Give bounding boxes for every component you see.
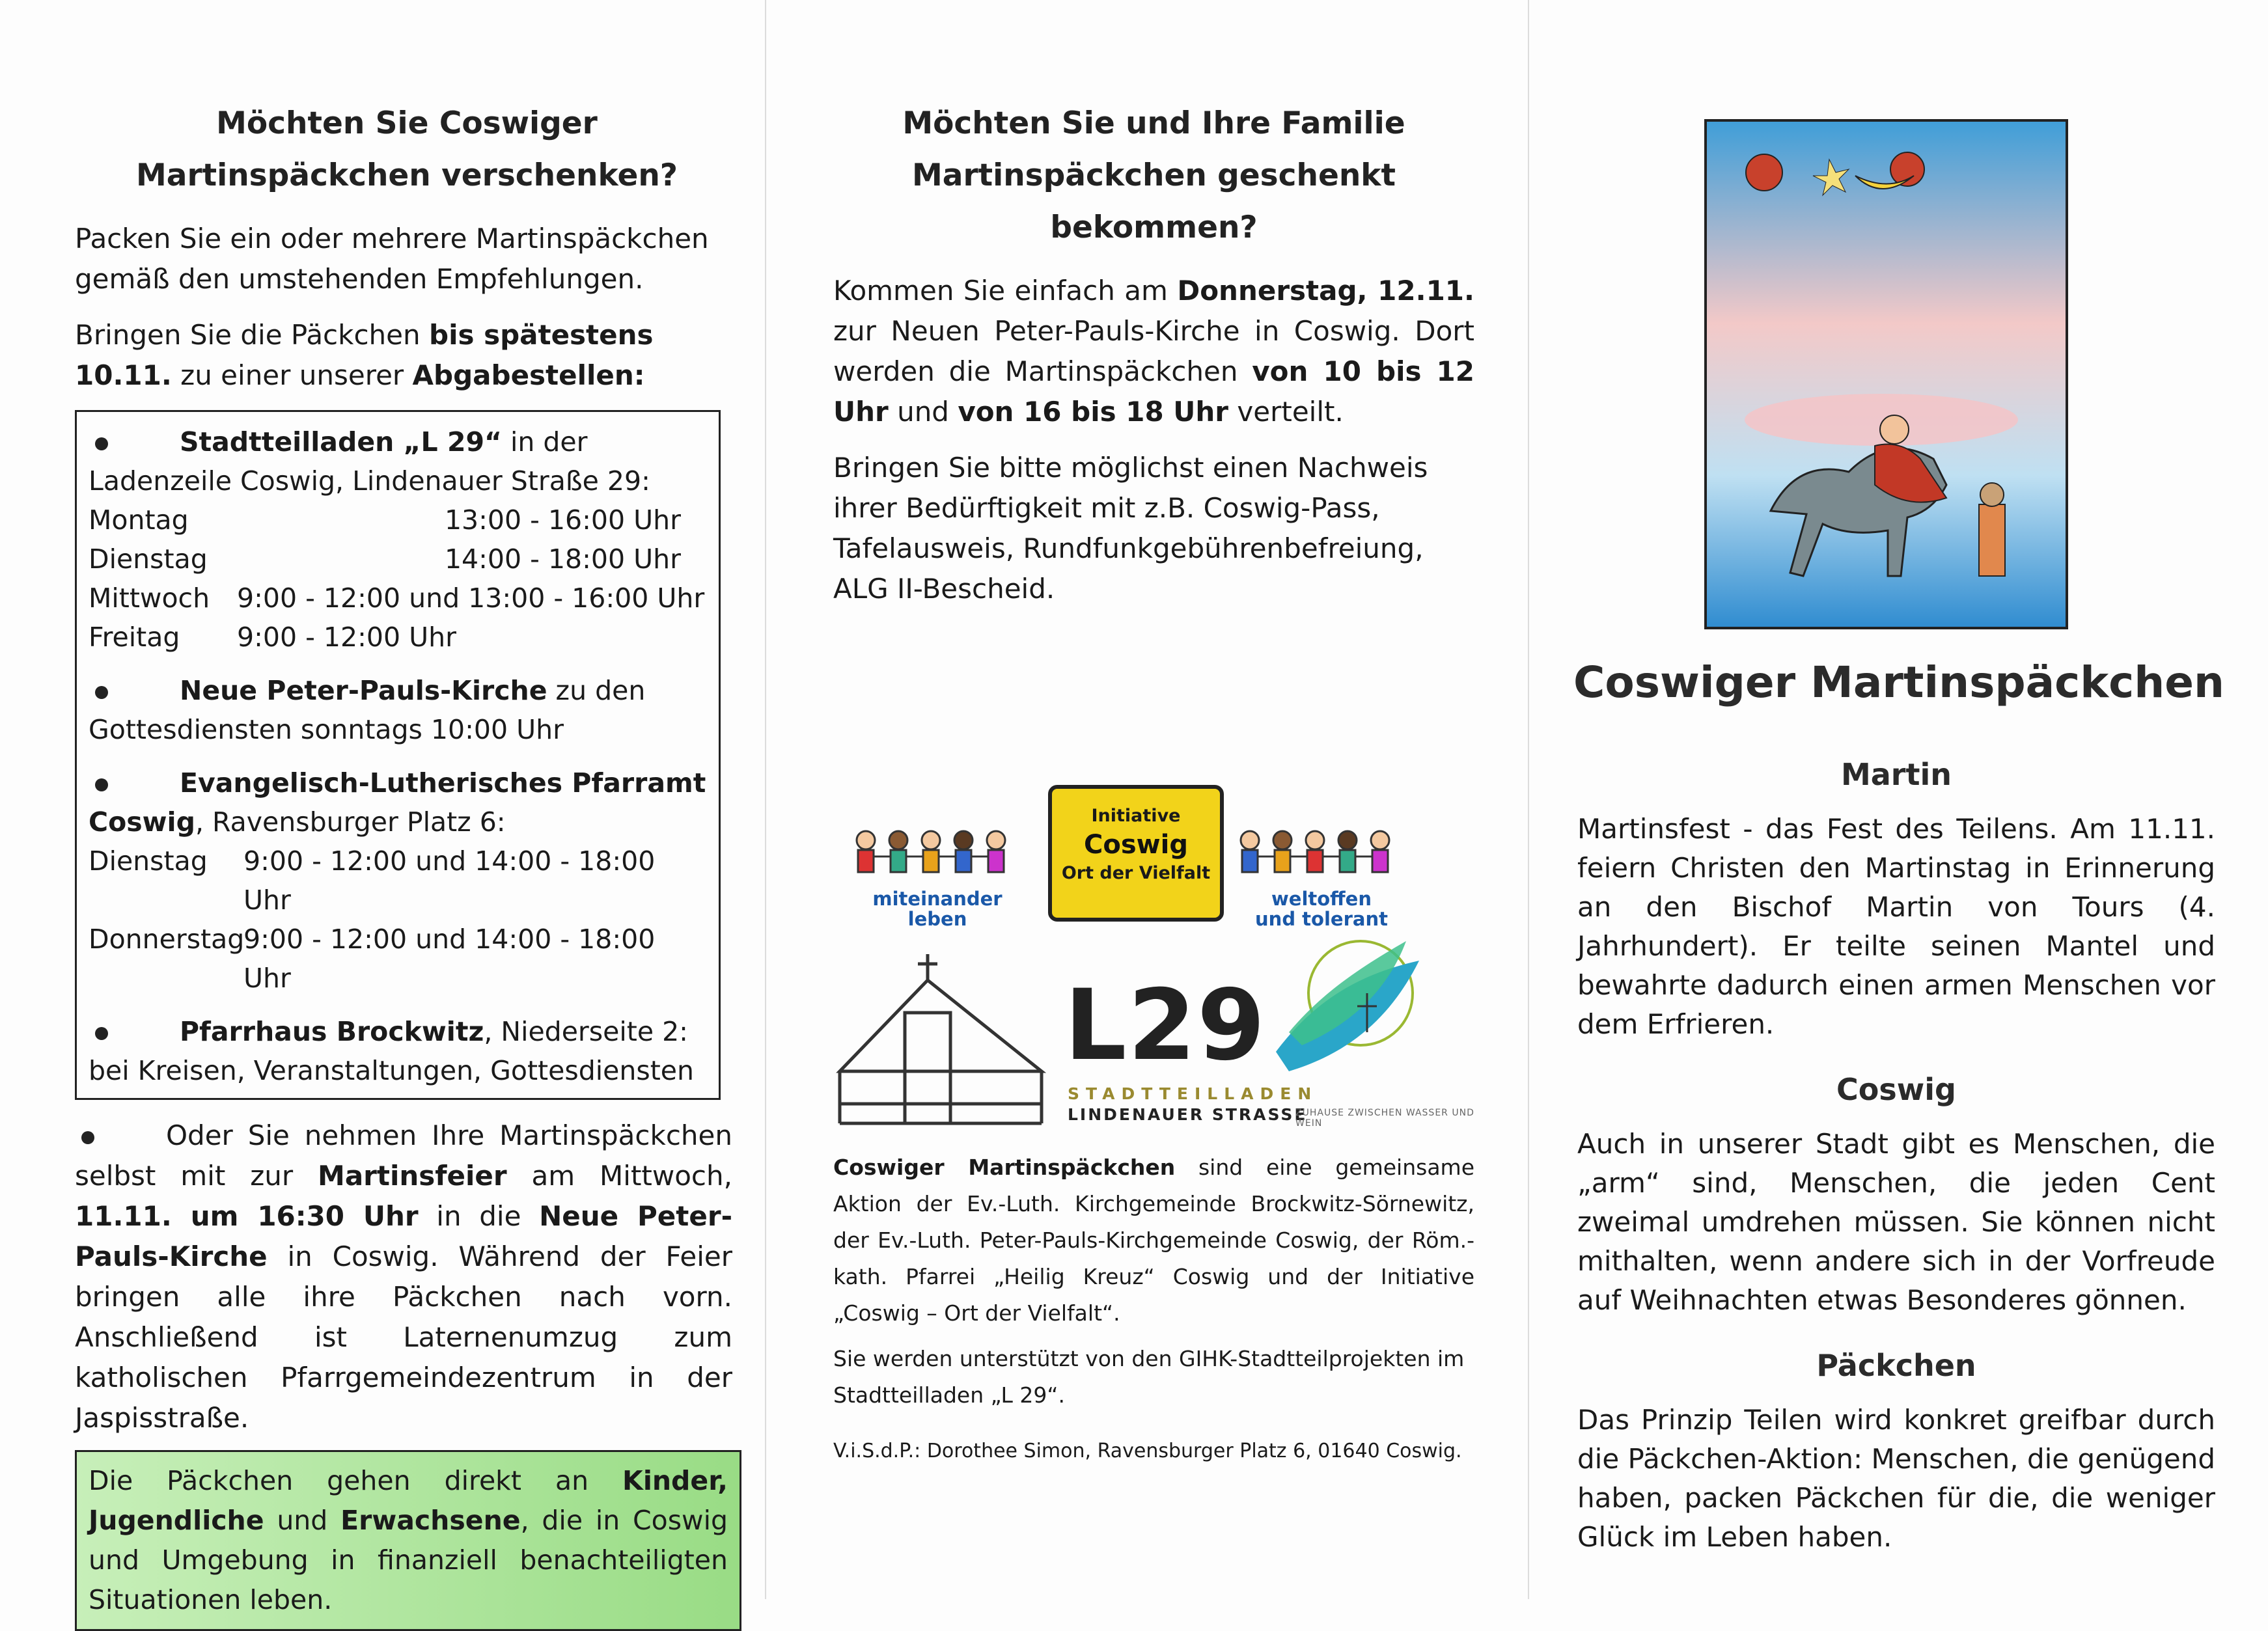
children-chain-icon [1237, 824, 1406, 889]
opening-hours-row [89, 579, 707, 618]
l29-wordmark: L29 [1064, 969, 1267, 1082]
hours-time: 9:00 - 12:00 und 14:00 - 18:00 Uhr [243, 924, 656, 994]
fold-line [765, 0, 766, 1599]
fold-line [1528, 0, 1529, 1599]
section-title-paeckchen: Päckchen [1816, 1348, 1976, 1383]
hours-time: 14:00 - 18:00 Uhr [444, 543, 681, 575]
section-text-martin: Martinsfest - das Fest des Teilens. Am 11.11. feiern Christen den Martinstag in Erinnerung an den Bischof Martin von Tours (4. Jahrhundert). Er teilte seinen Mantel und bewahrte dadurch einen armen Menschen vor dem Erfrieren. [1577, 813, 2215, 1040]
church-icon [833, 954, 1048, 1130]
hours-day: Dienstag [89, 543, 208, 575]
hours-time: 9:00 - 12:00 Uhr [237, 622, 456, 653]
coswig-sign: Initiative Coswig Ort der Vielfalt [1048, 785, 1224, 922]
section-title-martin: Martin [1840, 757, 1952, 792]
opening-hours-row [89, 500, 707, 540]
bullet-icon [95, 686, 108, 699]
l29-sub-stadtteilladen: STADTTEILLADEN [1068, 1084, 1318, 1103]
deliver-text: Bringen Sie die Päckchen bis spätestens 10.11. zu einer unserer Abgabestellen: [75, 319, 654, 391]
dropoff-l29: Stadtteilladen „L 29“ in der Ladenzeile Coswig, Lindenauer Straße 29: Montag 13:00 - 16:00 Uhr Dienstag 14:00 - 18:00 Uhr Mittwoch 9:00 - 12:00 und 13:00 - 16:00 Uhr Freitag 9:00 - 12:00 Uhr [89, 422, 707, 657]
hours-day: Dienstag [89, 845, 208, 877]
dropoff-church: Neue Peter-Pauls-Kirche zu den Gottesdiensten sonntags 10:00 Uhr [89, 675, 646, 745]
dropoff-pfarramt: Evangelisch-Lutherisches Pfarramt Coswig, Ravensburger Platz 6: Dienstag 9:00 - 12:00 und 14:00 - 18:00 Uhr Donnerstag 9:00 - 12:00 und 14:00 - 18:00 Uhr [89, 763, 707, 998]
opening-hours-row [89, 842, 707, 920]
middle-heading: Möchten Sie und Ihre Familie Martinspäckchen geschenkt bekommen? [902, 105, 1405, 245]
credits-block [833, 1149, 1474, 1470]
dropoff-brockwitz: Pfarrhaus Brockwitz, Niederseite 2: bei Kreisen, Veranstaltungen, Gottesdiensten [89, 1016, 694, 1086]
left-panel [0, 0, 765, 1615]
left-heading: Möchten Sie Coswiger Martinspäckchen verschenken? [135, 105, 678, 193]
bullet-icon [95, 1027, 108, 1040]
wing-logo-icon [1263, 922, 1432, 1097]
hours-day: Mittwoch [89, 582, 210, 614]
bullet-icon [81, 1131, 94, 1144]
self-bring-text: Oder Sie nehmen Ihre Martinspäckchen selbst mit zur Martinsfeier am Mittwoch, 11.11. um 16:30 Uhr in die Neue Peter-Pauls-Kirche in Coswig. Während der Feier bringen alle ihre Päckchen nach vorn. Anschließend ist Laternenumzug zum katholischen Pfarrgemeindezentrum in der Jaspisstraße. [75, 1119, 732, 1434]
children-chain-icon [853, 824, 1022, 889]
visdp-text: V.i.S.d.P.: Dorothee Simon, Ravensburger Platz 6, 01640 Coswig. [833, 1440, 1462, 1462]
intro-text: Packen Sie ein oder mehrere Martinspäckchen gemäß den umstehenden Empfehlungen. [75, 223, 709, 295]
bullet-icon [95, 778, 108, 791]
right-sections [1577, 755, 2215, 1557]
initiative-logo [833, 759, 1474, 930]
section-text-paeckchen: Das Prinzip Teilen wird konkret greifbar durch die Päckchen-Aktion: Menschen, die genügend haben, packen Päckchen für die, die weniger Glück im Leben haben. [1577, 1404, 2216, 1553]
flyer-title: Coswiger Martinspäckchen [1573, 657, 2225, 707]
hours-time: 9:00 - 12:00 und 13:00 - 16:00 Uhr [237, 582, 705, 614]
hours-day: Donnerstag [89, 924, 245, 955]
middle-panel [768, 0, 1527, 1599]
opening-hours-row [89, 540, 707, 579]
hours-day: Freitag [89, 622, 180, 653]
section-text-coswig: Auch in unserer Stadt gibt es Menschen, die „arm“ sind, Menschen, die jeden Cent zweimal umdrehen müssen. Sie können nicht mithalten, wenn andere sich in der Vorfreude auf Weihnachten etwas Besonderes gönnen. [1577, 1128, 2215, 1316]
hours-day: Montag [89, 504, 189, 536]
l29-logo [833, 922, 1474, 1136]
dropoff-box [75, 410, 721, 1100]
opening-hours-row [89, 618, 707, 657]
caption-weltoffen: weltoffen und tolerant [1255, 888, 1388, 930]
come-text: Kommen Sie einfach am Donnerstag, 12.11. zur Neuen Peter-Pauls-Kirche in Coswig. Dort werden die Martinspäckchen von 10 bis 12 Uhr und von 16 bis 18 Uhr verteilt. [833, 275, 1474, 428]
opening-hours-row [89, 920, 707, 998]
caption-miteinander: miteinander leben [872, 888, 1003, 930]
credits-text: Coswiger Martinspäckchen sind eine gemeinsame Aktion der Ev.-Luth. Kirchgemeinde Brockwitz-Sörnewitz, der Ev.-Luth. Peter-Pauls-Kirchgemeinde Coswig, der Röm.-kath. Pfarrei „Heilig Kreuz“ Coswig und der Initiative „Coswig – Ort der Vielfalt“. [833, 1155, 1474, 1326]
section-title-coswig: Coswig [1836, 1072, 1956, 1107]
bullet-icon [95, 437, 108, 450]
hours-time: 13:00 - 16:00 Uhr [444, 504, 681, 536]
hours-time: 9:00 - 12:00 und 14:00 - 18:00 Uhr [243, 845, 656, 916]
l29-tagline: ZUHAUSE ZWISCHEN WASSER UND WEIN [1295, 1108, 1474, 1129]
support-text: Sie werden unterstützt von den GIHK-Stadtteilprojekten im Stadtteilladen „L 29“. [833, 1346, 1465, 1408]
proof-text: Bringen Sie bitte möglichst einen Nachweis ihrer Bedürftigkeit mit z.B. Coswig-Pass, Tafelausweis, Rundfunkgebührenbefreiung, ALG II-Bescheid. [833, 452, 1428, 605]
l29-sub-street: LINDENAUER STRASSE [1068, 1105, 1308, 1124]
recipients-box: Die Päckchen gehen direkt an Kinder, Jugendliche und Erwachsene, die in Coswig und Umgebung in finanziell benachteiligten Situationen leben. [75, 1450, 741, 1631]
